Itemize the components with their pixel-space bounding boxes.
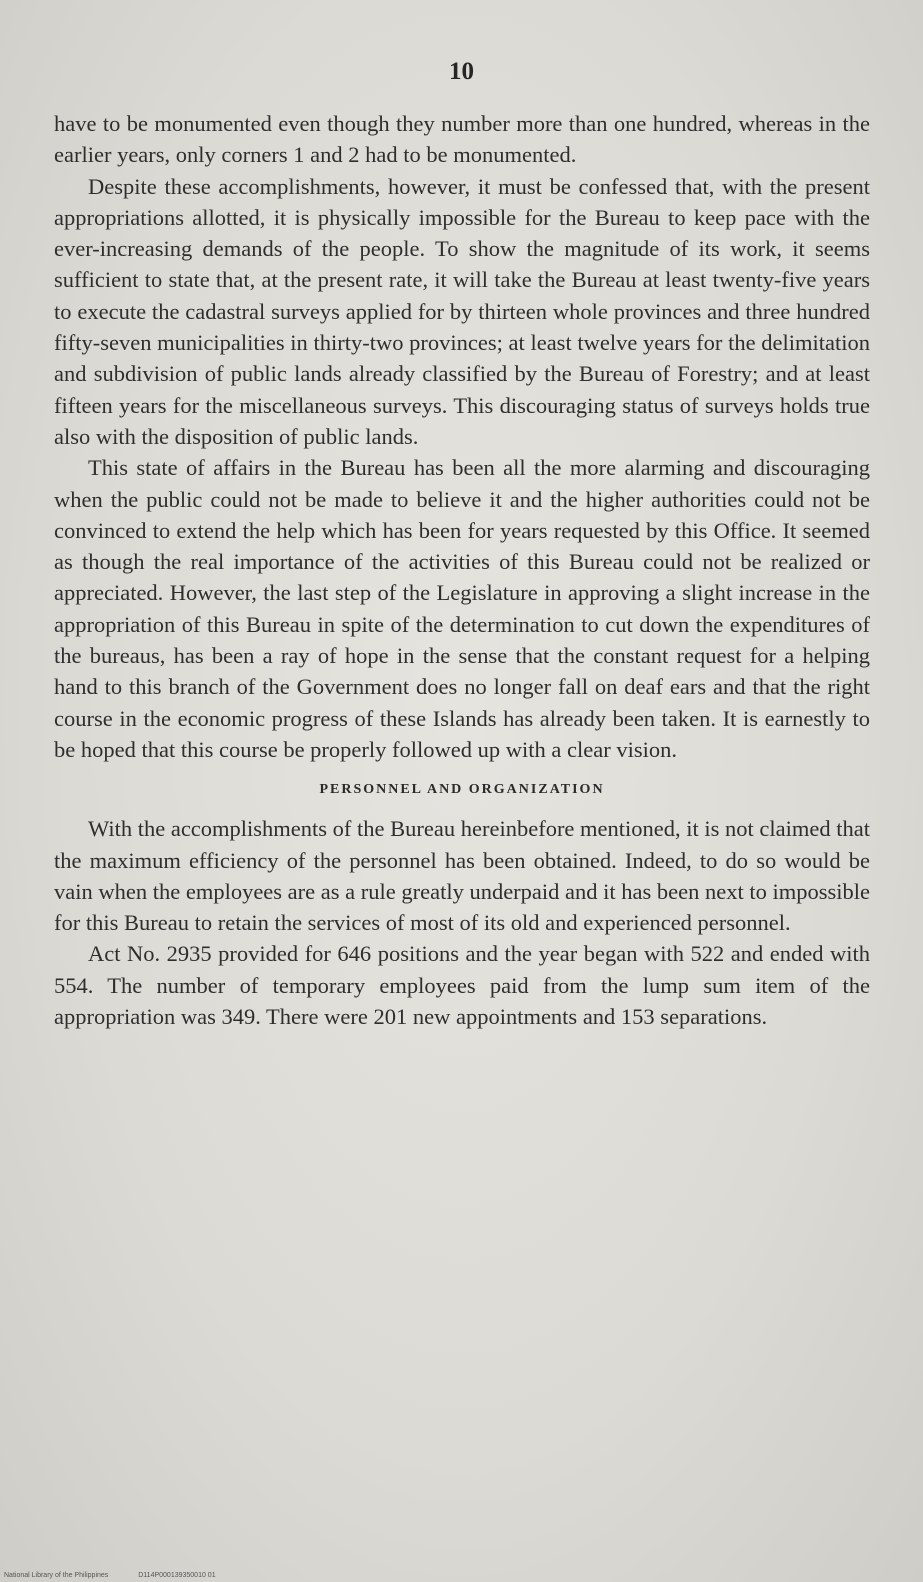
paragraph-state-of-affairs: This state of affairs in the Bureau has been all the more alarming and discouraging when the public could not be made to believe it and the higher authorities could not be convinced to extend the help which has been for years requested by this Office. It seemed as though the real importance of the activities of this Bureau could not be realized or appreciated. However, the last step of the Legislature in approving a slight increase in the appropriation of this Bureau in spite of the determination to cut down the expenditures of the bureaus, has been a ray of hope in the sense that the constant request for a helping hand to this branch of the Government does no longer fall on deaf ears and that the right course in the economic progress of these Islands has already been taken. It is earnestly to be hoped that this course be properly followed up with a clear vision. bbox=[54, 455, 870, 762]
paragraph-positions: Act No. 2935 provided for 646 positions and the year began with 522 and ended with 554. The number of temporary employees paid from the lump sum item of the appropriation was 349. There were 201 new appointments and 153 separations. bbox=[54, 941, 870, 1030]
section-heading: PERSONNEL AND ORGANIZATION bbox=[319, 782, 605, 798]
paragraph-continued: have to be monumented even though they number more than one hundred, whereas in the earlier years, only corners 1 and 2 had to be monumented. bbox=[54, 111, 870, 168]
page-number: 10 bbox=[449, 58, 474, 85]
footer-source: National Library of the Philippines bbox=[4, 1572, 109, 1579]
footer-identifier: D114P000139350010 01 bbox=[138, 1572, 216, 1579]
paragraph-personnel-efficiency: With the accomplishments of the Bureau hereinbefore mentioned, it is not claimed that the maximum efficiency of the personnel has been obtained. Indeed, to do so would be vain when the employees are as a rule greatly underpaid and it has been next to impossible for this Bureau to retain the services of most of its old and experienced personnel. bbox=[54, 816, 870, 936]
scan-footer bbox=[4, 1572, 244, 1579]
paragraph-appropriations: Despite these accomplishments, however, it must be confessed that, with the present appropriations allotted, it is physically impossible for the Bureau to keep pace with the ever-increasing demands of the people. To show the magnitude of its work, it seems sufficient to state that, at the present rate, it will take the Bureau at least twenty-five years to execute the cadastral surveys applied for by thirteen whole provinces and three hundred fifty-seven municipalities in thirty-two provinces; at least twelve years for the delimitation and subdivision of public lands already classified by the Bureau of Forestry; and at least fifteen years for the miscellaneous surveys. This discouraging status of surveys holds true also with the disposition of public lands. bbox=[54, 173, 870, 449]
body-text bbox=[54, 108, 870, 1032]
